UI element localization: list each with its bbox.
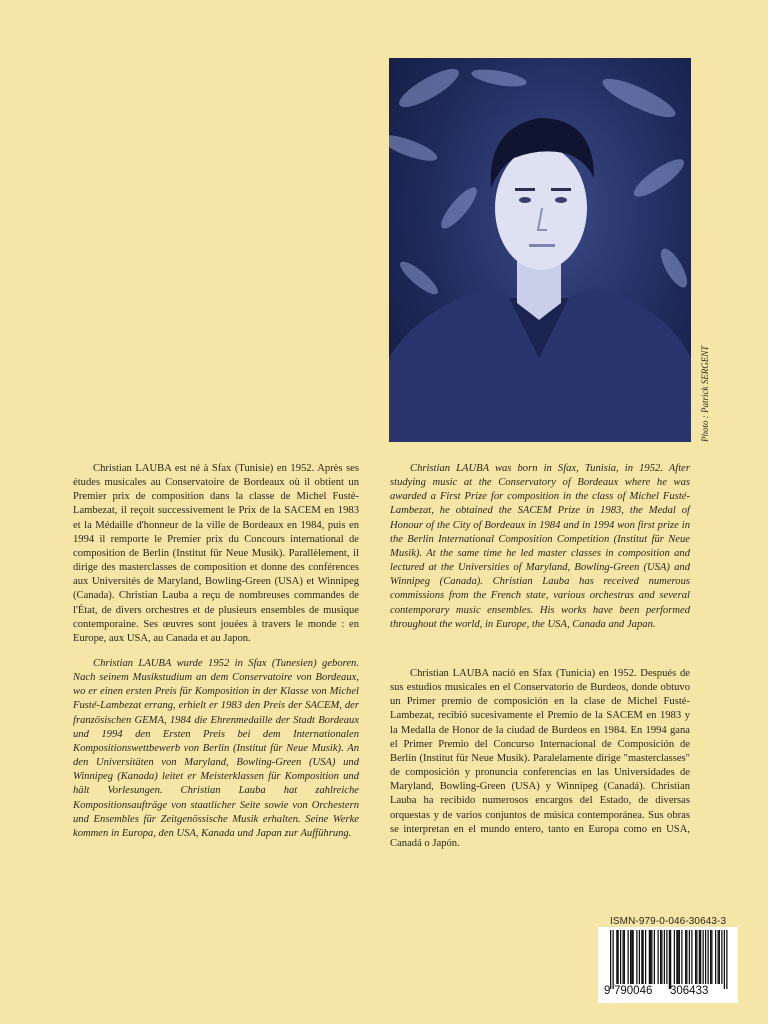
barcode-bar (660, 930, 661, 984)
barcode-bar (679, 930, 680, 984)
barcode-bar (724, 930, 725, 989)
barcode-bar (658, 930, 659, 984)
barcode-bar (705, 930, 706, 984)
barcode (598, 927, 738, 1003)
barcode-bar (721, 930, 722, 984)
barcode-bar (669, 930, 670, 989)
barcode-bar (664, 930, 665, 984)
barcode-bar (695, 930, 696, 984)
barcode-bar (700, 930, 701, 984)
barcode-bar (610, 930, 611, 989)
barcode-bar (686, 930, 687, 984)
biography-french (73, 462, 359, 646)
barcode-bar (666, 930, 667, 984)
barcode-bar (633, 930, 634, 984)
barcode-bar (613, 930, 614, 989)
biography-french-text: Christian LAUBA est né à Sfax (Tunisie) en 1952. Après ses études musicales au Conservatoire de Bordeaux où il obtient un Premier prix de composition dans la classe de Michel Fusté-Lambezat, il reçoit successivement le Prix de la SACEM en 1983 et la Médaille d'honneur de la ville de Bordeaux en 1984, puis en 1994 il remporte le Premier prix du Concours international de composition de Berlin (Institut für Neue Musik). Parallèlement, il dirige des masterclasses de composition et donne des conférences aux Universités de Maryland, Bowling-Green (USA) et Winnipeg (Canada). Christian Lauba a reçu de nombreuses commandes de l'État, de divers orchestres et de plusieurs ensembles de musique contemporaine. Ses œuvres sont jouées à travers le monde : en Europe, aux USA, au Canada et au Japon. (73, 463, 359, 644)
barcode-bar (630, 930, 631, 984)
barcode-bar (689, 930, 690, 984)
biography-german (73, 657, 359, 841)
barcode-bar (620, 930, 621, 984)
barcode-bar (649, 930, 650, 984)
barcode-bar (650, 930, 651, 984)
barcode-digit-lead: 9 (604, 985, 611, 997)
barcode-bar (719, 930, 720, 984)
barcode-bar (676, 930, 677, 984)
barcode-bar (628, 930, 629, 984)
ismn-number: ISMN-979-0-046-30643-3 (610, 916, 727, 927)
biography-spanish (390, 667, 690, 851)
barcode-bar (715, 930, 716, 984)
barcode-bar (654, 930, 655, 984)
barcode-bar (726, 930, 727, 989)
barcode-bar (681, 930, 682, 984)
portrait-illustration (389, 58, 691, 442)
barcode-bar (624, 930, 625, 984)
barcode-bar (711, 930, 712, 984)
barcode-bar (623, 930, 624, 984)
photo-credit: Photo : Patrick SERGENT (700, 345, 710, 442)
barcode-bar (636, 930, 637, 984)
barcode-bar (696, 930, 697, 984)
composer-portrait-photo (389, 58, 691, 442)
barcode-bar (699, 930, 700, 984)
barcode-bars (598, 927, 738, 989)
barcode-bar (708, 930, 709, 984)
barcode-bar (661, 930, 662, 984)
barcode-bar (616, 930, 617, 984)
barcode-bar (691, 930, 692, 984)
barcode-bar (645, 930, 646, 984)
biography-spanish-text: Christian LAUBA nació en Sfax (Tunicia) en 1952. Después de sus estudios musicales en el Conservatorio de Burdeos, donde obtuvo un Primer premio de composición en la clase de Michel Fusté-Lambezat, recibió sucesivamente el Premio de la SACEM en 1983 y la Medalla de Honor de la ciudad de Burdeos en 1984. En 1994 gana el Primer Premio del Concurso Internacional de Composición de Berlín (Institut für Neue Musik). Paralelamente dirige "masterclasses" de composición y pronuncia conferencias en las Universidades de Maryland, Bowling-Green (USA) y Winnipeg (Canadá). Christian Lauba ha recibido numerosos encargos del Estado, de diversas orquestas y de varios conjuntos de música contemporánea. Sus obras se interpretan en el mundo entero, tanto en Europa como en USA, Canadá o Japón. (390, 668, 690, 849)
barcode-bar (703, 930, 704, 984)
barcode-digits (598, 985, 738, 1001)
barcode-bar (718, 930, 719, 984)
barcode-bar (631, 930, 632, 984)
barcode-bar (674, 930, 675, 984)
biography-english-text: Christian LAUBA was born in Sfax, Tunisia, in 1952. After studying music at the Conservatory of Bordeaux where he was awarded a First Prize for composition in the class of Michel Fusté-Lambezat, he obtained the SACEM Prize in 1983, the Medal of Honour of the City of Bordeaux in 1984 and in 1994 won first prize in the Berlin International Composition Competition (Institut für Neue Musik). At the same time he led master classes in composition and lectured at the Universities of Maryland, Bowling-Green (USA) and Winnipeg (Canada). Christian Lauba has received numerous commissions from the French state, various orchestras and several contemporary music ensembles. His works have been performed throughout the world, in Europe, the USA, Canada and Japan. (390, 463, 690, 630)
barcode-digits-left: 790046 (614, 985, 653, 997)
biography-german-text: Christian LAUBA wurde 1952 in Sfax (Tunesien) geboren. Nach seinem Musikstudium an dem Conservatoire von Bordeaux, wo er einen ersten Preis für Komposition in der Klasse von Michel Fusté-Lambezat errang, erhielt er 1983 den Preis der SACEM, der französischen GEMA, 1984 die Ehrenmedaille der Stadt Bordeaux und 1994 den Ersten Preis bei dem Internationalen Kompositionswettbewerb von Berlin (Institut für Neue Musik). An den Universitäten von Maryland, Bowling-Green (USA) und Winnipeg (Kanada) leitet er Meisterklassen für Komposition und hält Vorlesungen. Christian Lauba hat zahlreiche Kompositionsaufträge von staatlicher Seite sowie von Orchestern und Ensembles für Zeitgenössische Musik erhalten. Seine Werke kommen in Europa, den USA, Kanada und Japan zur Aufführung. (73, 658, 359, 839)
biography-english (390, 462, 690, 632)
barcode-bar (670, 930, 671, 989)
barcode-bar (641, 930, 642, 984)
barcode-bar (643, 930, 644, 984)
barcode-bar (678, 930, 679, 984)
barcode-bar (710, 930, 711, 984)
barcode-digits-right: 306433 (670, 985, 709, 997)
barcode-bar (639, 930, 640, 984)
barcode-bar (651, 930, 652, 984)
barcode-bar (618, 930, 619, 984)
barcode-bar (685, 930, 686, 984)
